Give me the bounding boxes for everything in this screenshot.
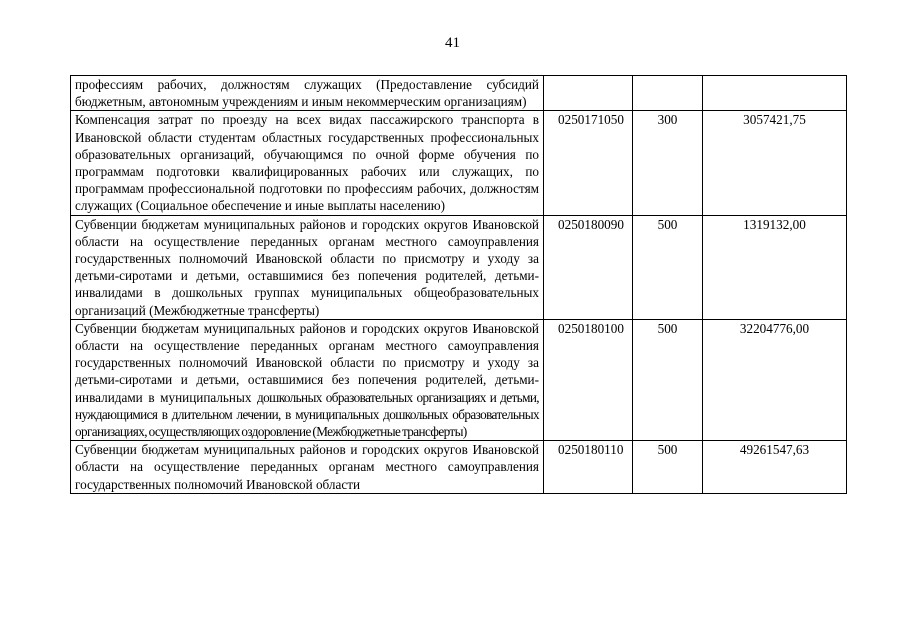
expense-type-code: 300 xyxy=(633,111,703,215)
expense-description: Субвенции бюджетам муниципальных районов и городских округов Ивановской области на осуществление переданных органам местного самоуправления государственных полномочий Ивановской области xyxy=(71,441,544,494)
budget-table xyxy=(70,75,847,494)
target-article-code xyxy=(544,76,633,111)
amount: 32204776,00 xyxy=(703,319,847,440)
target-article-code: 0250180100 xyxy=(544,319,633,440)
table-row xyxy=(71,111,847,215)
table-row xyxy=(71,319,847,440)
expense-description-main: Субвенции бюджетам муниципальных районов и городских округов Ивановской области на осуществление переданных органам местного самоуправления государственных полномочий Ивановской области по присмотру и уходу за детьми-сиротами и детьми, оставшимися без попечения родителей, детьми-инвалидами в муниципальных xyxy=(75,320,539,405)
amount: 1319132,00 xyxy=(703,215,847,319)
target-article-code: 0250171050 xyxy=(544,111,633,215)
expense-type-code: 500 xyxy=(633,441,703,494)
expense-description: Компенсация затрат по проезду на всех видах пассажирского транспорта в Ивановской области студентам областных государственных профессиональных образовательных организаций, обучающимся по очной форме обучения по программам подготовки квалифицированных рабочих или служащих, по программам профессиональной подготовки по профессиям рабочих, должностям служащих (Социальное обеспечение и иные выплаты населению) xyxy=(71,111,544,215)
amount: 3057421,75 xyxy=(703,111,847,215)
expense-description xyxy=(71,319,544,440)
amount: 49261547,63 xyxy=(703,441,847,494)
expense-type-code xyxy=(633,76,703,111)
target-article-code: 0250180110 xyxy=(544,441,633,494)
expense-type-code: 500 xyxy=(633,215,703,319)
table-row xyxy=(71,441,847,494)
expense-description: профессиям рабочих, должностям служащих (Предоставление субсидий бюджетным, автономным учреждениям и иным некоммерческим организациям) xyxy=(71,76,544,111)
expense-description-tail: дошкольных образовательных организациях и детьми, нуждающимися в длительном лечении, в муниципальных дошкольных образовательных организациях, осуществляющих оздоровление (Межбюджетные трансферты) xyxy=(75,389,539,440)
page-number: 41 xyxy=(445,35,460,51)
expense-description: Субвенции бюджетам муниципальных районов и городских округов Ивановской области на осуществление переданных органам местного самоуправления государственных полномочий Ивановской области по присмотру и уходу за детьми-сиротами и детьми, оставшимися без попечения родителей, детьми-инвалидами в дошкольных группах муниципальных общеобразовательных организаций (Межбюджетные трансферты) xyxy=(71,215,544,319)
expense-type-code: 500 xyxy=(633,319,703,440)
table-row xyxy=(71,76,847,111)
table-row xyxy=(71,215,847,319)
target-article-code: 0250180090 xyxy=(544,215,633,319)
amount xyxy=(703,76,847,111)
